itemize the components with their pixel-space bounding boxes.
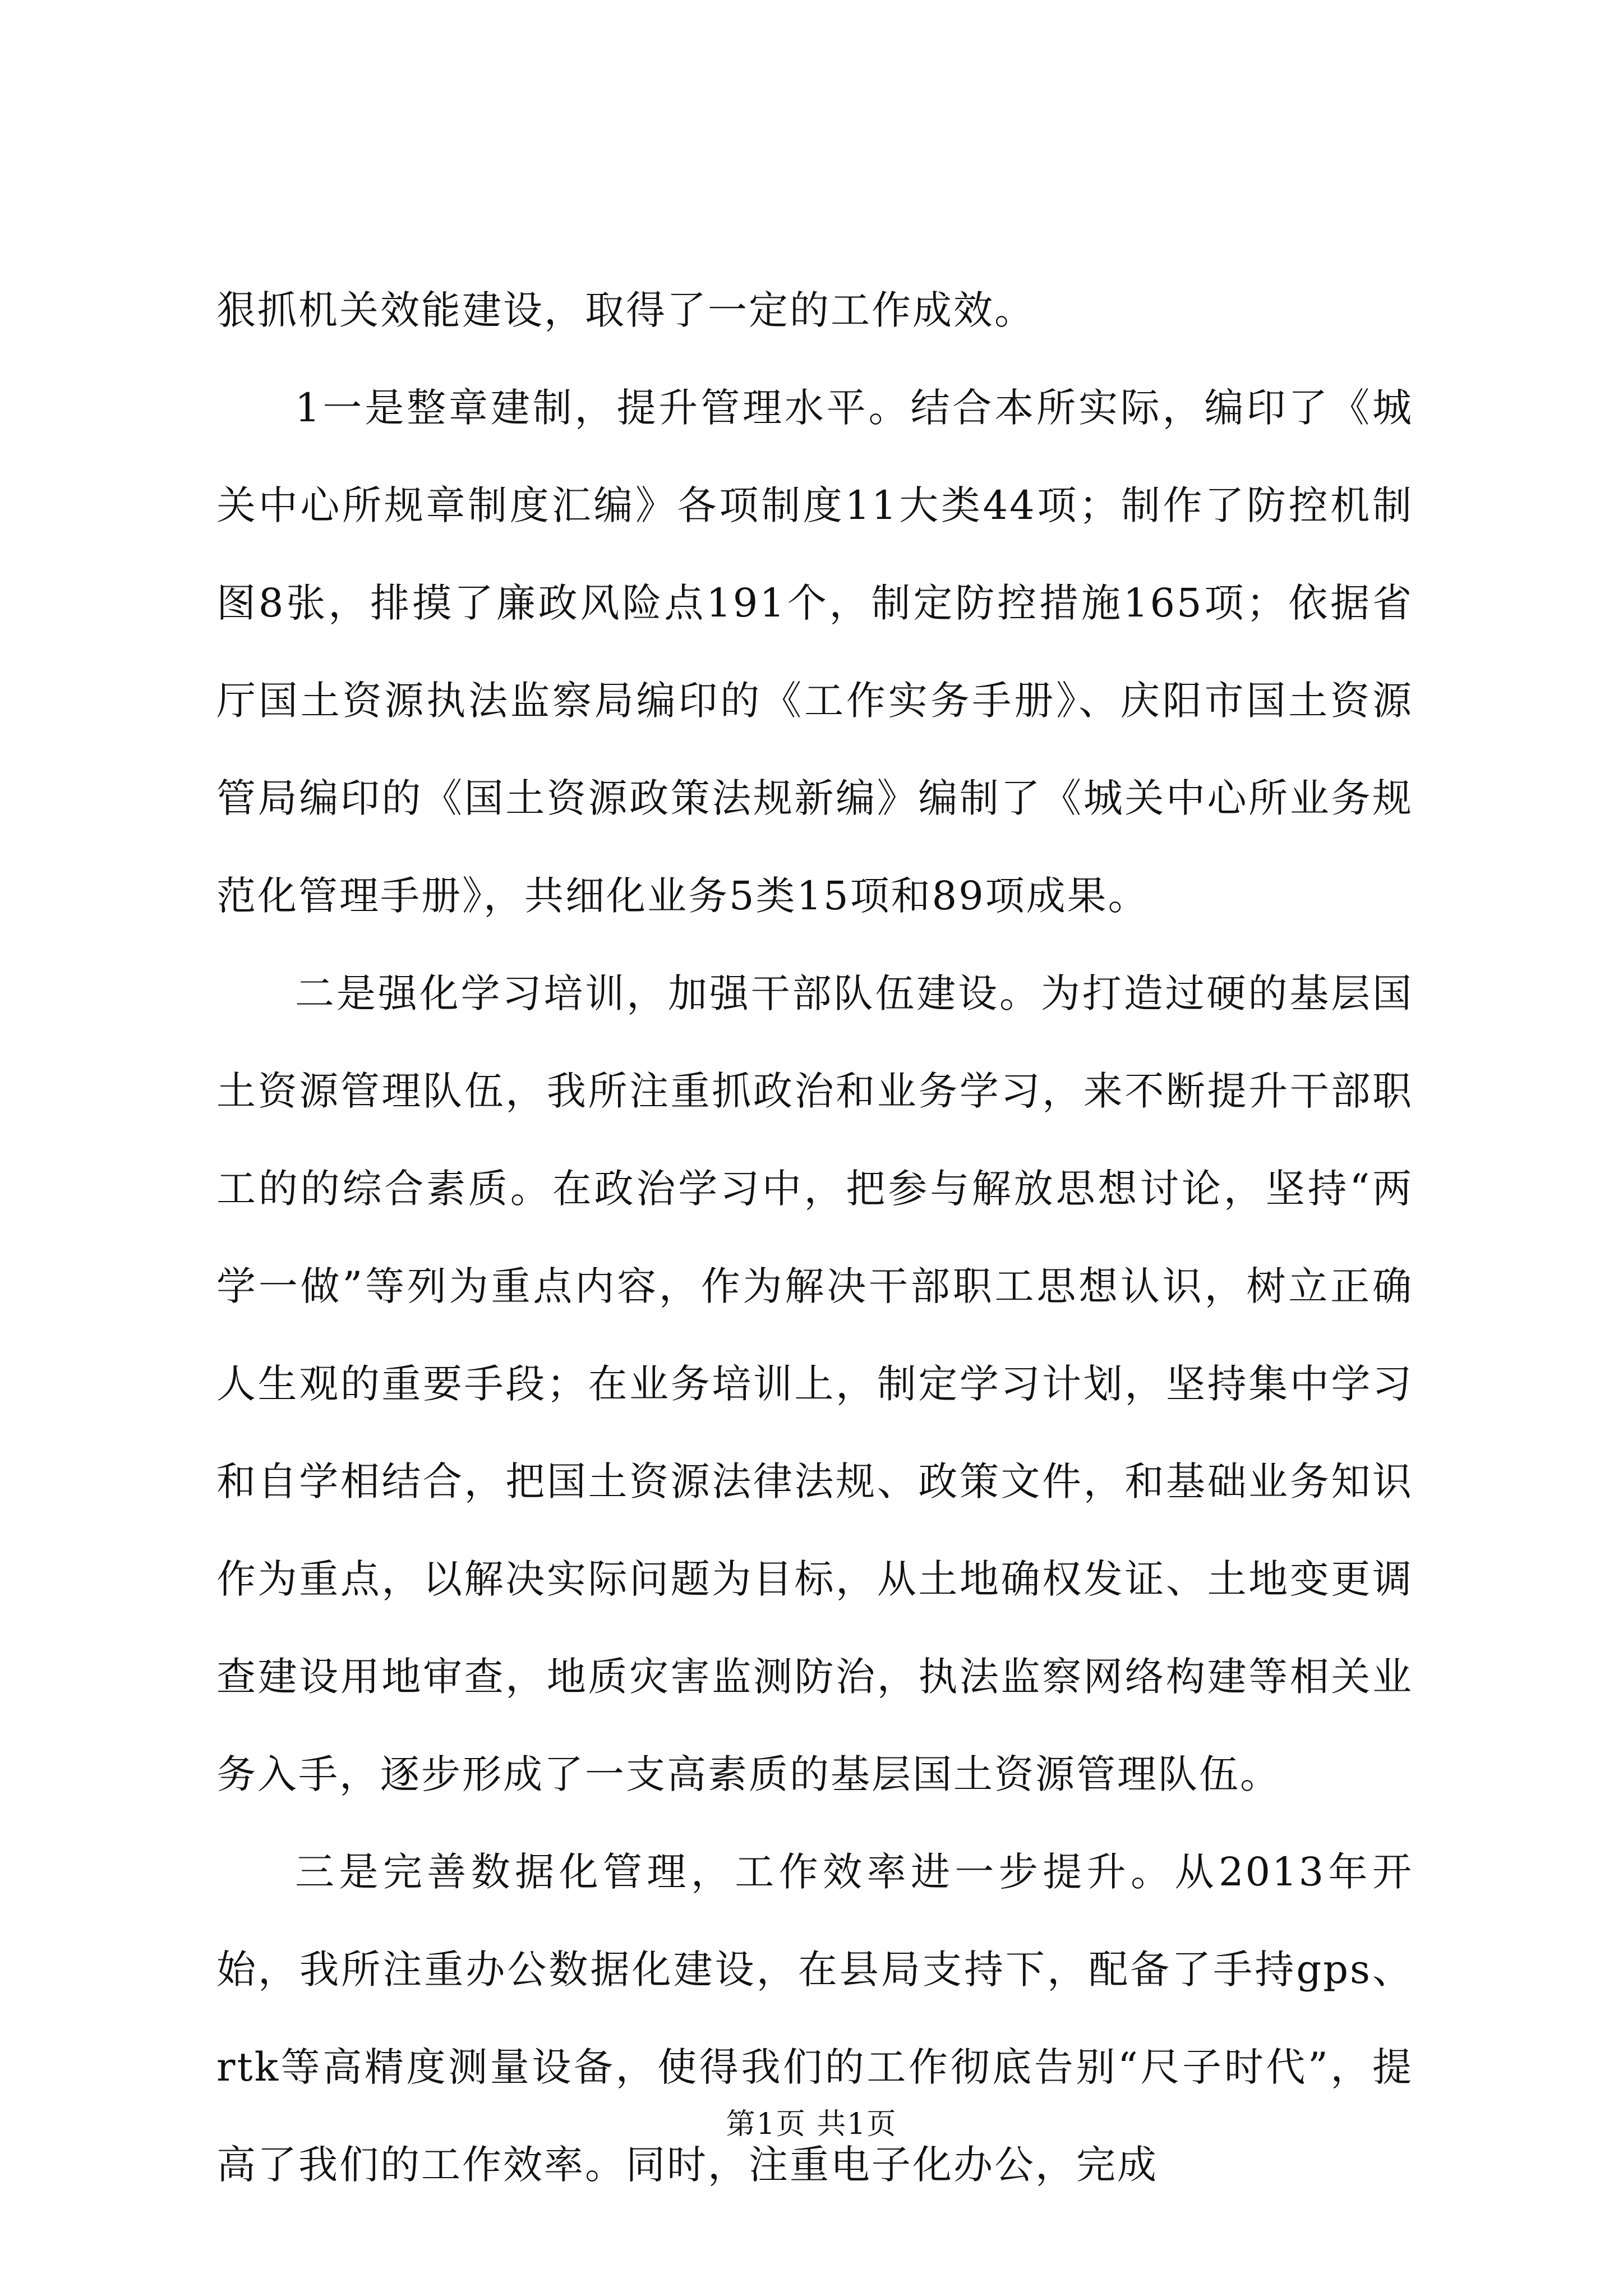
- page-footer: 第1页 共1页: [726, 2108, 897, 2141]
- paragraph-continuation: 狠抓机关效能建设，取得了一定的工作成效。: [216, 287, 1035, 333]
- paragraph-rules-and-systems: 1一是整章建制，提升管理水平。结合本所实际，编印了《城关中心所规章制度汇编》各项制度11大类44项；制作了防控机制图8张，排摸了廉政风险点191个，制定防控措施165项；依据省厅国土资源执法监察局编印的《工作实务手册》、庆阳市国土资源管局编印的《国土资源政策法规新编》编制了《城关中心所业务规范化管理手册》，共细化业务5类15项和89项成果。: [216, 385, 1413, 919]
- paragraph-data-management: 三是完善数据化管理，工作效率进一步提升。从2013年开始，我所注重办公数据化建设，在县局支持下，配备了手持gps、rtk等高精度测量设备，使得我们的工作彻底告别“尺子时代”，提高了我们的工作效率。同时，注重电子化办公，完成: [216, 1849, 1413, 2188]
- paragraph-training: 二是强化学习培训，加强干部队伍建设。为打造过硬的基层国土资源管理队伍，我所注重抓政治和业务学习，来不断提升干部职工的的综合素质。在政治学习中，把参与解放思想讨论，坚持“两学一做”等列为重点内容，作为解决干部职工思想认识，树立正确人生观的重要手段；在业务培训上，制定学习计划，坚持集中学习和自学相结合，把国土资源法律法规、政策文件，和基础业务知识作为重点，以解决实际问题为目标，从土地确权发证、土地变更调查建设用地审查，地质灾害监测防治，执法监察网络构建等相关业务入手，逐步形成了一支高素质的基层国土资源管理队伍。: [216, 970, 1413, 1797]
- document-body: [216, 261, 1413, 2214]
